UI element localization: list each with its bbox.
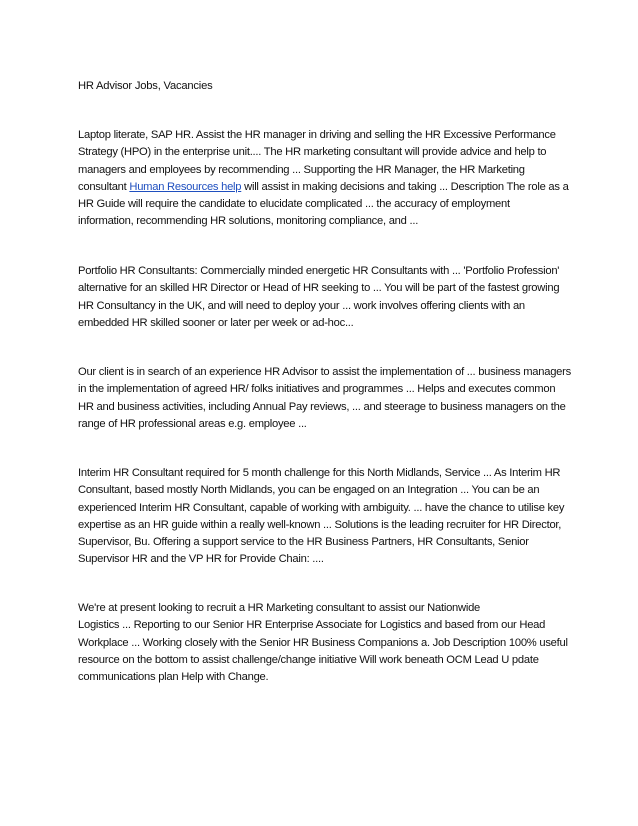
text-line: Supervisor HR and the VP HR for Provide Chain: .... bbox=[78, 553, 324, 566]
text-line: managers and employees by recommending ... Supporting the HR Manager, the HR Marketing bbox=[78, 163, 525, 176]
text-line: HR Guide will require the candidate to elucidate complicated ... the accuracy of employment bbox=[78, 198, 510, 211]
paragraph-5 bbox=[78, 600, 570, 686]
text-segment: consultant bbox=[78, 180, 130, 193]
text-line: Our client is in search of an experience HR Advisor to assist the implementation of ... business managers bbox=[78, 366, 571, 378]
text-line: embedded HR skilled sooner or later per week or ad-hoc... bbox=[78, 316, 354, 329]
paragraph-4 bbox=[78, 465, 570, 569]
text-line: Consultant, based mostly North Midlands, you can be engaged on an Integration ... You can be an bbox=[78, 484, 540, 497]
text-line: Workplace ... Working closely with the Senior HR Business Companions a. Job Description 100% useful bbox=[78, 636, 568, 649]
text-line: Logistics ... Reporting to our Senior HR Enterprise Associate for Logistics and based from our Head bbox=[78, 619, 546, 632]
text-line: HR and business activities, including Annual Pay reviews, ... and steerage to business managers on the bbox=[78, 400, 566, 413]
paragraph-2 bbox=[78, 263, 570, 332]
text-line: We're at present looking to recruit a HR Marketing consultant to assist our Nationwide bbox=[78, 602, 481, 614]
text-line: range of HR professional areas e.g. employee ... bbox=[78, 417, 307, 430]
text-line: expertise as an HR guide within a really well-known ... Solutions is the leading recruiter for HR Director, bbox=[78, 518, 562, 531]
text-line: in the implementation of agreed HR/ folks initiatives and programmes ... Helps and executes common bbox=[78, 383, 556, 396]
text-line-with-link bbox=[78, 179, 570, 196]
human-resources-help-link[interactable]: Human Resources help bbox=[129, 180, 242, 193]
text-line: resource on the bottom to assist challenge/change initiative Will work beneath OCM Lead U pdate bbox=[78, 653, 539, 666]
text-line: Laptop literate, SAP HR. Assist the HR manager in driving and selling the HR Excessive Performance bbox=[78, 129, 556, 141]
document-title: HR Advisor Jobs, Vacancies bbox=[78, 80, 213, 92]
text-line: Portfolio HR Consultants: Commercially minded energetic HR Consultants with ... 'Portfolio Profession' bbox=[78, 265, 560, 277]
text-line: alternative for an skilled HR Director or Head of HR seeking to ... You will be part of the fastest growing bbox=[78, 282, 560, 295]
paragraph-1 bbox=[78, 127, 570, 231]
text-line: communications plan Help with Change. bbox=[78, 671, 269, 684]
text-line: Interim HR Consultant required for 5 month challenge for this North Midlands, Service ... As Interim HR bbox=[78, 467, 561, 479]
text-line: experienced Interim HR Consultant, capable of working with ambiguity. ... have the chance to utilise key bbox=[78, 501, 565, 514]
text-segment: will assist in making decisions and taking ... Description The role as a bbox=[241, 180, 569, 193]
text-line: information, recommending HR solutions, monitoring compliance, and ... bbox=[78, 215, 419, 228]
text-line: HR Consultancy in the UK, and will need to deploy your ... work involves offering clients with an bbox=[78, 299, 525, 312]
text-line: Strategy (HPO) in the enterprise unit.... The HR marketing consultant will provide advice and help to bbox=[78, 146, 547, 159]
text-line: Supervisor, Bu. Offering a support service to the HR Business Partners, HR Consultants, Senior bbox=[78, 536, 529, 549]
paragraph-3 bbox=[78, 364, 570, 433]
